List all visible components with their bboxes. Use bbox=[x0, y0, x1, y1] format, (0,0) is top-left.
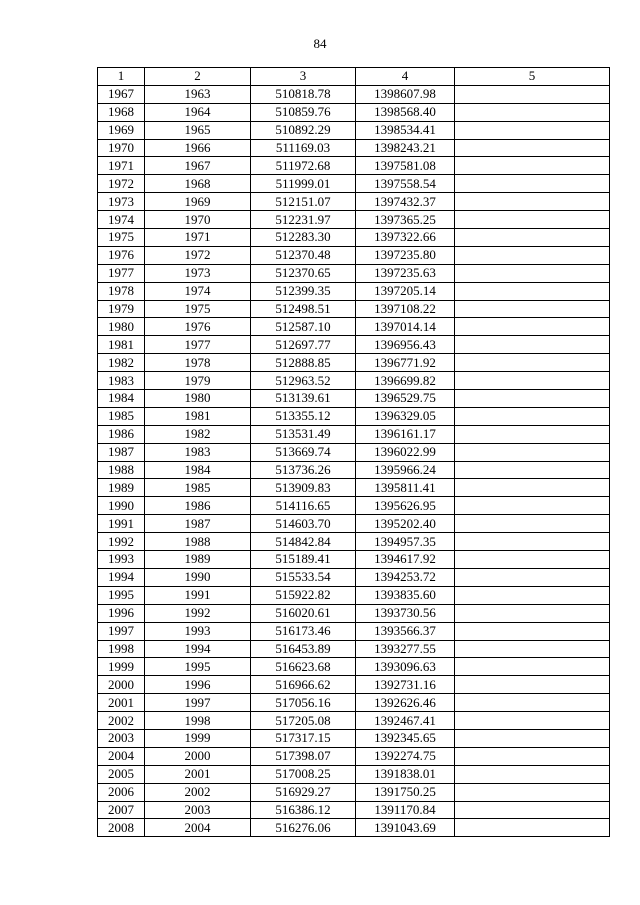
table-cell: 1989 bbox=[98, 479, 145, 497]
table-row bbox=[98, 407, 610, 425]
table-cell: 1992 bbox=[145, 604, 251, 622]
table-cell bbox=[455, 193, 610, 211]
table-row bbox=[98, 211, 610, 229]
column-header: 3 bbox=[251, 68, 356, 86]
table-cell: 1397365.25 bbox=[356, 211, 455, 229]
table-cell: 1394617.92 bbox=[356, 551, 455, 569]
table-cell: 517317.15 bbox=[251, 729, 356, 747]
table-cell: 1997 bbox=[98, 622, 145, 640]
table-cell bbox=[455, 622, 610, 640]
table-cell: 512963.52 bbox=[251, 372, 356, 390]
table-body bbox=[98, 85, 610, 836]
table-row bbox=[98, 175, 610, 193]
table-cell: 511169.03 bbox=[251, 139, 356, 157]
table-cell bbox=[455, 765, 610, 783]
table-row bbox=[98, 139, 610, 157]
table-row bbox=[98, 461, 610, 479]
table-cell: 512370.48 bbox=[251, 246, 356, 264]
table-cell: 516623.68 bbox=[251, 658, 356, 676]
table-cell: 1983 bbox=[98, 372, 145, 390]
table-cell: 516386.12 bbox=[251, 801, 356, 819]
table-cell: 1393835.60 bbox=[356, 586, 455, 604]
table-cell: 2005 bbox=[98, 765, 145, 783]
table-cell: 1969 bbox=[145, 193, 251, 211]
table-cell: 1992 bbox=[98, 533, 145, 551]
table-cell bbox=[455, 479, 610, 497]
table-cell: 1968 bbox=[98, 103, 145, 121]
table-row bbox=[98, 533, 610, 551]
table-cell bbox=[455, 103, 610, 121]
table-row bbox=[98, 765, 610, 783]
table-cell: 517008.25 bbox=[251, 765, 356, 783]
table-cell: 1974 bbox=[98, 211, 145, 229]
table-cell: 1963 bbox=[145, 85, 251, 103]
table-cell bbox=[455, 175, 610, 193]
table-cell: 516929.27 bbox=[251, 783, 356, 801]
table-row bbox=[98, 336, 610, 354]
table-cell: 510818.78 bbox=[251, 85, 356, 103]
table-cell: 1395966.24 bbox=[356, 461, 455, 479]
table-cell: 513909.83 bbox=[251, 479, 356, 497]
table-cell bbox=[455, 640, 610, 658]
table-cell: 1970 bbox=[145, 211, 251, 229]
table-cell: 1987 bbox=[98, 443, 145, 461]
table-cell: 1976 bbox=[145, 318, 251, 336]
table-cell: 1988 bbox=[98, 461, 145, 479]
table-cell: 1973 bbox=[98, 193, 145, 211]
table-cell: 513139.61 bbox=[251, 390, 356, 408]
table-cell: 1393566.37 bbox=[356, 622, 455, 640]
table-cell: 2000 bbox=[98, 676, 145, 694]
table-cell: 1396699.82 bbox=[356, 372, 455, 390]
column-header: 1 bbox=[98, 68, 145, 86]
table-cell: 1394253.72 bbox=[356, 568, 455, 586]
table-cell: 516173.46 bbox=[251, 622, 356, 640]
table-cell: 1988 bbox=[145, 533, 251, 551]
table-cell: 1975 bbox=[98, 229, 145, 247]
table-cell: 1396329.05 bbox=[356, 407, 455, 425]
table-cell: 516453.89 bbox=[251, 640, 356, 658]
table-cell: 512888.85 bbox=[251, 354, 356, 372]
table-cell bbox=[455, 300, 610, 318]
table-cell: 1985 bbox=[98, 407, 145, 425]
table-cell bbox=[455, 747, 610, 765]
table-cell: 1971 bbox=[98, 157, 145, 175]
table-cell bbox=[455, 658, 610, 676]
table-cell bbox=[455, 694, 610, 712]
table-cell: 1993 bbox=[145, 622, 251, 640]
table-cell: 516276.06 bbox=[251, 819, 356, 837]
table-cell: 1983 bbox=[145, 443, 251, 461]
column-header: 4 bbox=[356, 68, 455, 86]
table-cell bbox=[455, 407, 610, 425]
table-cell bbox=[455, 568, 610, 586]
table-cell: 1976 bbox=[98, 246, 145, 264]
table-cell: 1964 bbox=[145, 103, 251, 121]
table-cell bbox=[455, 515, 610, 533]
table-cell: 1982 bbox=[98, 354, 145, 372]
table-cell bbox=[455, 157, 610, 175]
table-header-row bbox=[98, 68, 610, 86]
table-row bbox=[98, 551, 610, 569]
table-cell: 512498.51 bbox=[251, 300, 356, 318]
table-cell bbox=[455, 425, 610, 443]
table-cell: 1393096.63 bbox=[356, 658, 455, 676]
table-cell: 1393277.55 bbox=[356, 640, 455, 658]
table-cell: 512151.07 bbox=[251, 193, 356, 211]
table-cell: 1967 bbox=[98, 85, 145, 103]
table-cell: 2003 bbox=[145, 801, 251, 819]
table-cell: 1392274.75 bbox=[356, 747, 455, 765]
table-row bbox=[98, 372, 610, 390]
table-cell: 513355.12 bbox=[251, 407, 356, 425]
table-cell: 1968 bbox=[145, 175, 251, 193]
table-cell: 2002 bbox=[98, 712, 145, 730]
table-cell bbox=[455, 246, 610, 264]
table-row bbox=[98, 479, 610, 497]
table-cell: 512399.35 bbox=[251, 282, 356, 300]
table-cell: 1970 bbox=[98, 139, 145, 157]
table-cell: 1395202.40 bbox=[356, 515, 455, 533]
table-cell bbox=[455, 121, 610, 139]
table-cell: 1979 bbox=[98, 300, 145, 318]
table-cell: 1982 bbox=[145, 425, 251, 443]
table-cell: 2007 bbox=[98, 801, 145, 819]
table-cell: 2004 bbox=[145, 819, 251, 837]
table-row bbox=[98, 586, 610, 604]
table-cell: 1965 bbox=[145, 121, 251, 139]
table-cell: 514842.84 bbox=[251, 533, 356, 551]
table-cell: 1994 bbox=[145, 640, 251, 658]
table-cell: 1398607.98 bbox=[356, 85, 455, 103]
table-cell: 512697.77 bbox=[251, 336, 356, 354]
table-cell: 515189.41 bbox=[251, 551, 356, 569]
table-cell bbox=[455, 443, 610, 461]
table-cell: 1990 bbox=[98, 497, 145, 515]
table-row bbox=[98, 354, 610, 372]
table-cell: 1969 bbox=[98, 121, 145, 139]
table-cell: 1967 bbox=[145, 157, 251, 175]
table-cell bbox=[455, 139, 610, 157]
table-cell: 1398568.40 bbox=[356, 103, 455, 121]
table-cell: 1986 bbox=[98, 425, 145, 443]
table-cell: 1397322.66 bbox=[356, 229, 455, 247]
table-cell: 1995 bbox=[98, 586, 145, 604]
table-cell: 1971 bbox=[145, 229, 251, 247]
table-row bbox=[98, 282, 610, 300]
table-cell: 2000 bbox=[145, 747, 251, 765]
table-cell: 1397558.54 bbox=[356, 175, 455, 193]
table-cell: 1981 bbox=[98, 336, 145, 354]
table-cell: 510859.76 bbox=[251, 103, 356, 121]
table-row bbox=[98, 640, 610, 658]
table-cell: 1991 bbox=[145, 586, 251, 604]
table-cell: 512283.30 bbox=[251, 229, 356, 247]
table-cell: 1981 bbox=[145, 407, 251, 425]
table-row bbox=[98, 390, 610, 408]
table-row bbox=[98, 318, 610, 336]
table-cell: 1392345.65 bbox=[356, 729, 455, 747]
page-number: 84 bbox=[313, 36, 327, 51]
table-cell: 2004 bbox=[98, 747, 145, 765]
table-cell bbox=[455, 551, 610, 569]
table-cell bbox=[455, 729, 610, 747]
table-cell: 1392626.46 bbox=[356, 694, 455, 712]
table-cell: 1391750.25 bbox=[356, 783, 455, 801]
table-row bbox=[98, 676, 610, 694]
table-cell: 1996 bbox=[98, 604, 145, 622]
table-cell bbox=[455, 712, 610, 730]
table-row bbox=[98, 819, 610, 837]
table-cell: 1398534.41 bbox=[356, 121, 455, 139]
table-cell: 1397581.08 bbox=[356, 157, 455, 175]
table-cell: 1396529.75 bbox=[356, 390, 455, 408]
table-row bbox=[98, 85, 610, 103]
table-row bbox=[98, 783, 610, 801]
table-row bbox=[98, 712, 610, 730]
table-cell: 517398.07 bbox=[251, 747, 356, 765]
table-cell: 1394957.35 bbox=[356, 533, 455, 551]
table-cell: 516020.61 bbox=[251, 604, 356, 622]
table-cell: 1392731.16 bbox=[356, 676, 455, 694]
table-row bbox=[98, 425, 610, 443]
table-cell: 512231.97 bbox=[251, 211, 356, 229]
table-cell: 513669.74 bbox=[251, 443, 356, 461]
table-cell: 513736.26 bbox=[251, 461, 356, 479]
table-cell: 1397235.63 bbox=[356, 264, 455, 282]
table-cell: 1972 bbox=[145, 246, 251, 264]
table-cell: 2002 bbox=[145, 783, 251, 801]
table-cell: 1397432.37 bbox=[356, 193, 455, 211]
table-cell: 1397235.80 bbox=[356, 246, 455, 264]
table-cell: 1989 bbox=[145, 551, 251, 569]
table-cell: 1996 bbox=[145, 676, 251, 694]
table-cell: 1392467.41 bbox=[356, 712, 455, 730]
table-cell: 1999 bbox=[145, 729, 251, 747]
table-row bbox=[98, 264, 610, 282]
table-cell: 511972.68 bbox=[251, 157, 356, 175]
table-cell: 1391043.69 bbox=[356, 819, 455, 837]
table-cell: 1391838.01 bbox=[356, 765, 455, 783]
table-row bbox=[98, 193, 610, 211]
table-cell bbox=[455, 318, 610, 336]
table-cell bbox=[455, 461, 610, 479]
table-cell: 512370.65 bbox=[251, 264, 356, 282]
table-cell: 515922.82 bbox=[251, 586, 356, 604]
table-cell: 2006 bbox=[98, 783, 145, 801]
table-row bbox=[98, 658, 610, 676]
table-cell: 514603.70 bbox=[251, 515, 356, 533]
table-cell: 1986 bbox=[145, 497, 251, 515]
table-cell: 1994 bbox=[98, 568, 145, 586]
table-cell: 516966.62 bbox=[251, 676, 356, 694]
table-cell: 515533.54 bbox=[251, 568, 356, 586]
table-cell bbox=[455, 819, 610, 837]
table-row bbox=[98, 747, 610, 765]
table-cell: 1984 bbox=[145, 461, 251, 479]
table-cell: 1975 bbox=[145, 300, 251, 318]
table-cell bbox=[455, 354, 610, 372]
table-cell: 2003 bbox=[98, 729, 145, 747]
table-row bbox=[98, 157, 610, 175]
table-cell bbox=[455, 586, 610, 604]
table-row bbox=[98, 568, 610, 586]
table-cell: 1997 bbox=[145, 694, 251, 712]
table-cell bbox=[455, 211, 610, 229]
table-cell bbox=[455, 85, 610, 103]
table-cell: 1991 bbox=[98, 515, 145, 533]
table-cell: 1999 bbox=[98, 658, 145, 676]
table-cell: 1974 bbox=[145, 282, 251, 300]
table-row bbox=[98, 103, 610, 121]
table-cell: 1396771.92 bbox=[356, 354, 455, 372]
table-cell: 1985 bbox=[145, 479, 251, 497]
table-cell: 1979 bbox=[145, 372, 251, 390]
table-cell: 513531.49 bbox=[251, 425, 356, 443]
table-cell bbox=[455, 497, 610, 515]
table-cell: 517205.08 bbox=[251, 712, 356, 730]
table-cell: 1395626.95 bbox=[356, 497, 455, 515]
table-row bbox=[98, 515, 610, 533]
table-row bbox=[98, 694, 610, 712]
table-row bbox=[98, 604, 610, 622]
table-cell bbox=[455, 676, 610, 694]
table-row bbox=[98, 729, 610, 747]
table-row bbox=[98, 121, 610, 139]
table-cell: 1391170.84 bbox=[356, 801, 455, 819]
table-cell: 1393730.56 bbox=[356, 604, 455, 622]
table-cell: 1397108.22 bbox=[356, 300, 455, 318]
table-cell bbox=[455, 282, 610, 300]
table-cell: 1966 bbox=[145, 139, 251, 157]
table-row bbox=[98, 497, 610, 515]
table-cell: 1396022.99 bbox=[356, 443, 455, 461]
table-cell: 1977 bbox=[98, 264, 145, 282]
table-cell: 514116.65 bbox=[251, 497, 356, 515]
table-row bbox=[98, 443, 610, 461]
table-cell bbox=[455, 801, 610, 819]
table-cell: 1995 bbox=[145, 658, 251, 676]
table-cell: 1973 bbox=[145, 264, 251, 282]
table-cell: 1987 bbox=[145, 515, 251, 533]
table-cell: 1993 bbox=[98, 551, 145, 569]
table-cell bbox=[455, 783, 610, 801]
table-cell: 1396161.17 bbox=[356, 425, 455, 443]
table-cell: 511999.01 bbox=[251, 175, 356, 193]
table-cell: 1397014.14 bbox=[356, 318, 455, 336]
table-cell: 1998 bbox=[145, 712, 251, 730]
table-cell: 1395811.41 bbox=[356, 479, 455, 497]
table-cell: 1984 bbox=[98, 390, 145, 408]
table-cell: 1980 bbox=[145, 390, 251, 408]
table-cell bbox=[455, 604, 610, 622]
table-cell: 2008 bbox=[98, 819, 145, 837]
table-row bbox=[98, 246, 610, 264]
table-cell: 1396956.43 bbox=[356, 336, 455, 354]
table-cell: 1998 bbox=[98, 640, 145, 658]
table-row bbox=[98, 300, 610, 318]
table-cell: 1977 bbox=[145, 336, 251, 354]
table-cell: 2001 bbox=[145, 765, 251, 783]
table-cell bbox=[455, 372, 610, 390]
table-row bbox=[98, 229, 610, 247]
table-cell: 1397205.14 bbox=[356, 282, 455, 300]
table-cell: 517056.16 bbox=[251, 694, 356, 712]
table-cell bbox=[455, 336, 610, 354]
table-cell bbox=[455, 533, 610, 551]
table-cell: 512587.10 bbox=[251, 318, 356, 336]
table-cell: 1978 bbox=[145, 354, 251, 372]
table-cell: 1398243.21 bbox=[356, 139, 455, 157]
column-header: 2 bbox=[145, 68, 251, 86]
table-cell bbox=[455, 390, 610, 408]
table-cell: 1990 bbox=[145, 568, 251, 586]
coordinates-table bbox=[97, 67, 610, 837]
column-header: 5 bbox=[455, 68, 610, 86]
table-row bbox=[98, 801, 610, 819]
table-cell bbox=[455, 264, 610, 282]
table-cell: 1978 bbox=[98, 282, 145, 300]
table-cell: 510892.29 bbox=[251, 121, 356, 139]
table-cell: 1980 bbox=[98, 318, 145, 336]
table-cell: 2001 bbox=[98, 694, 145, 712]
table-cell bbox=[455, 229, 610, 247]
table-cell: 1972 bbox=[98, 175, 145, 193]
table-row bbox=[98, 622, 610, 640]
